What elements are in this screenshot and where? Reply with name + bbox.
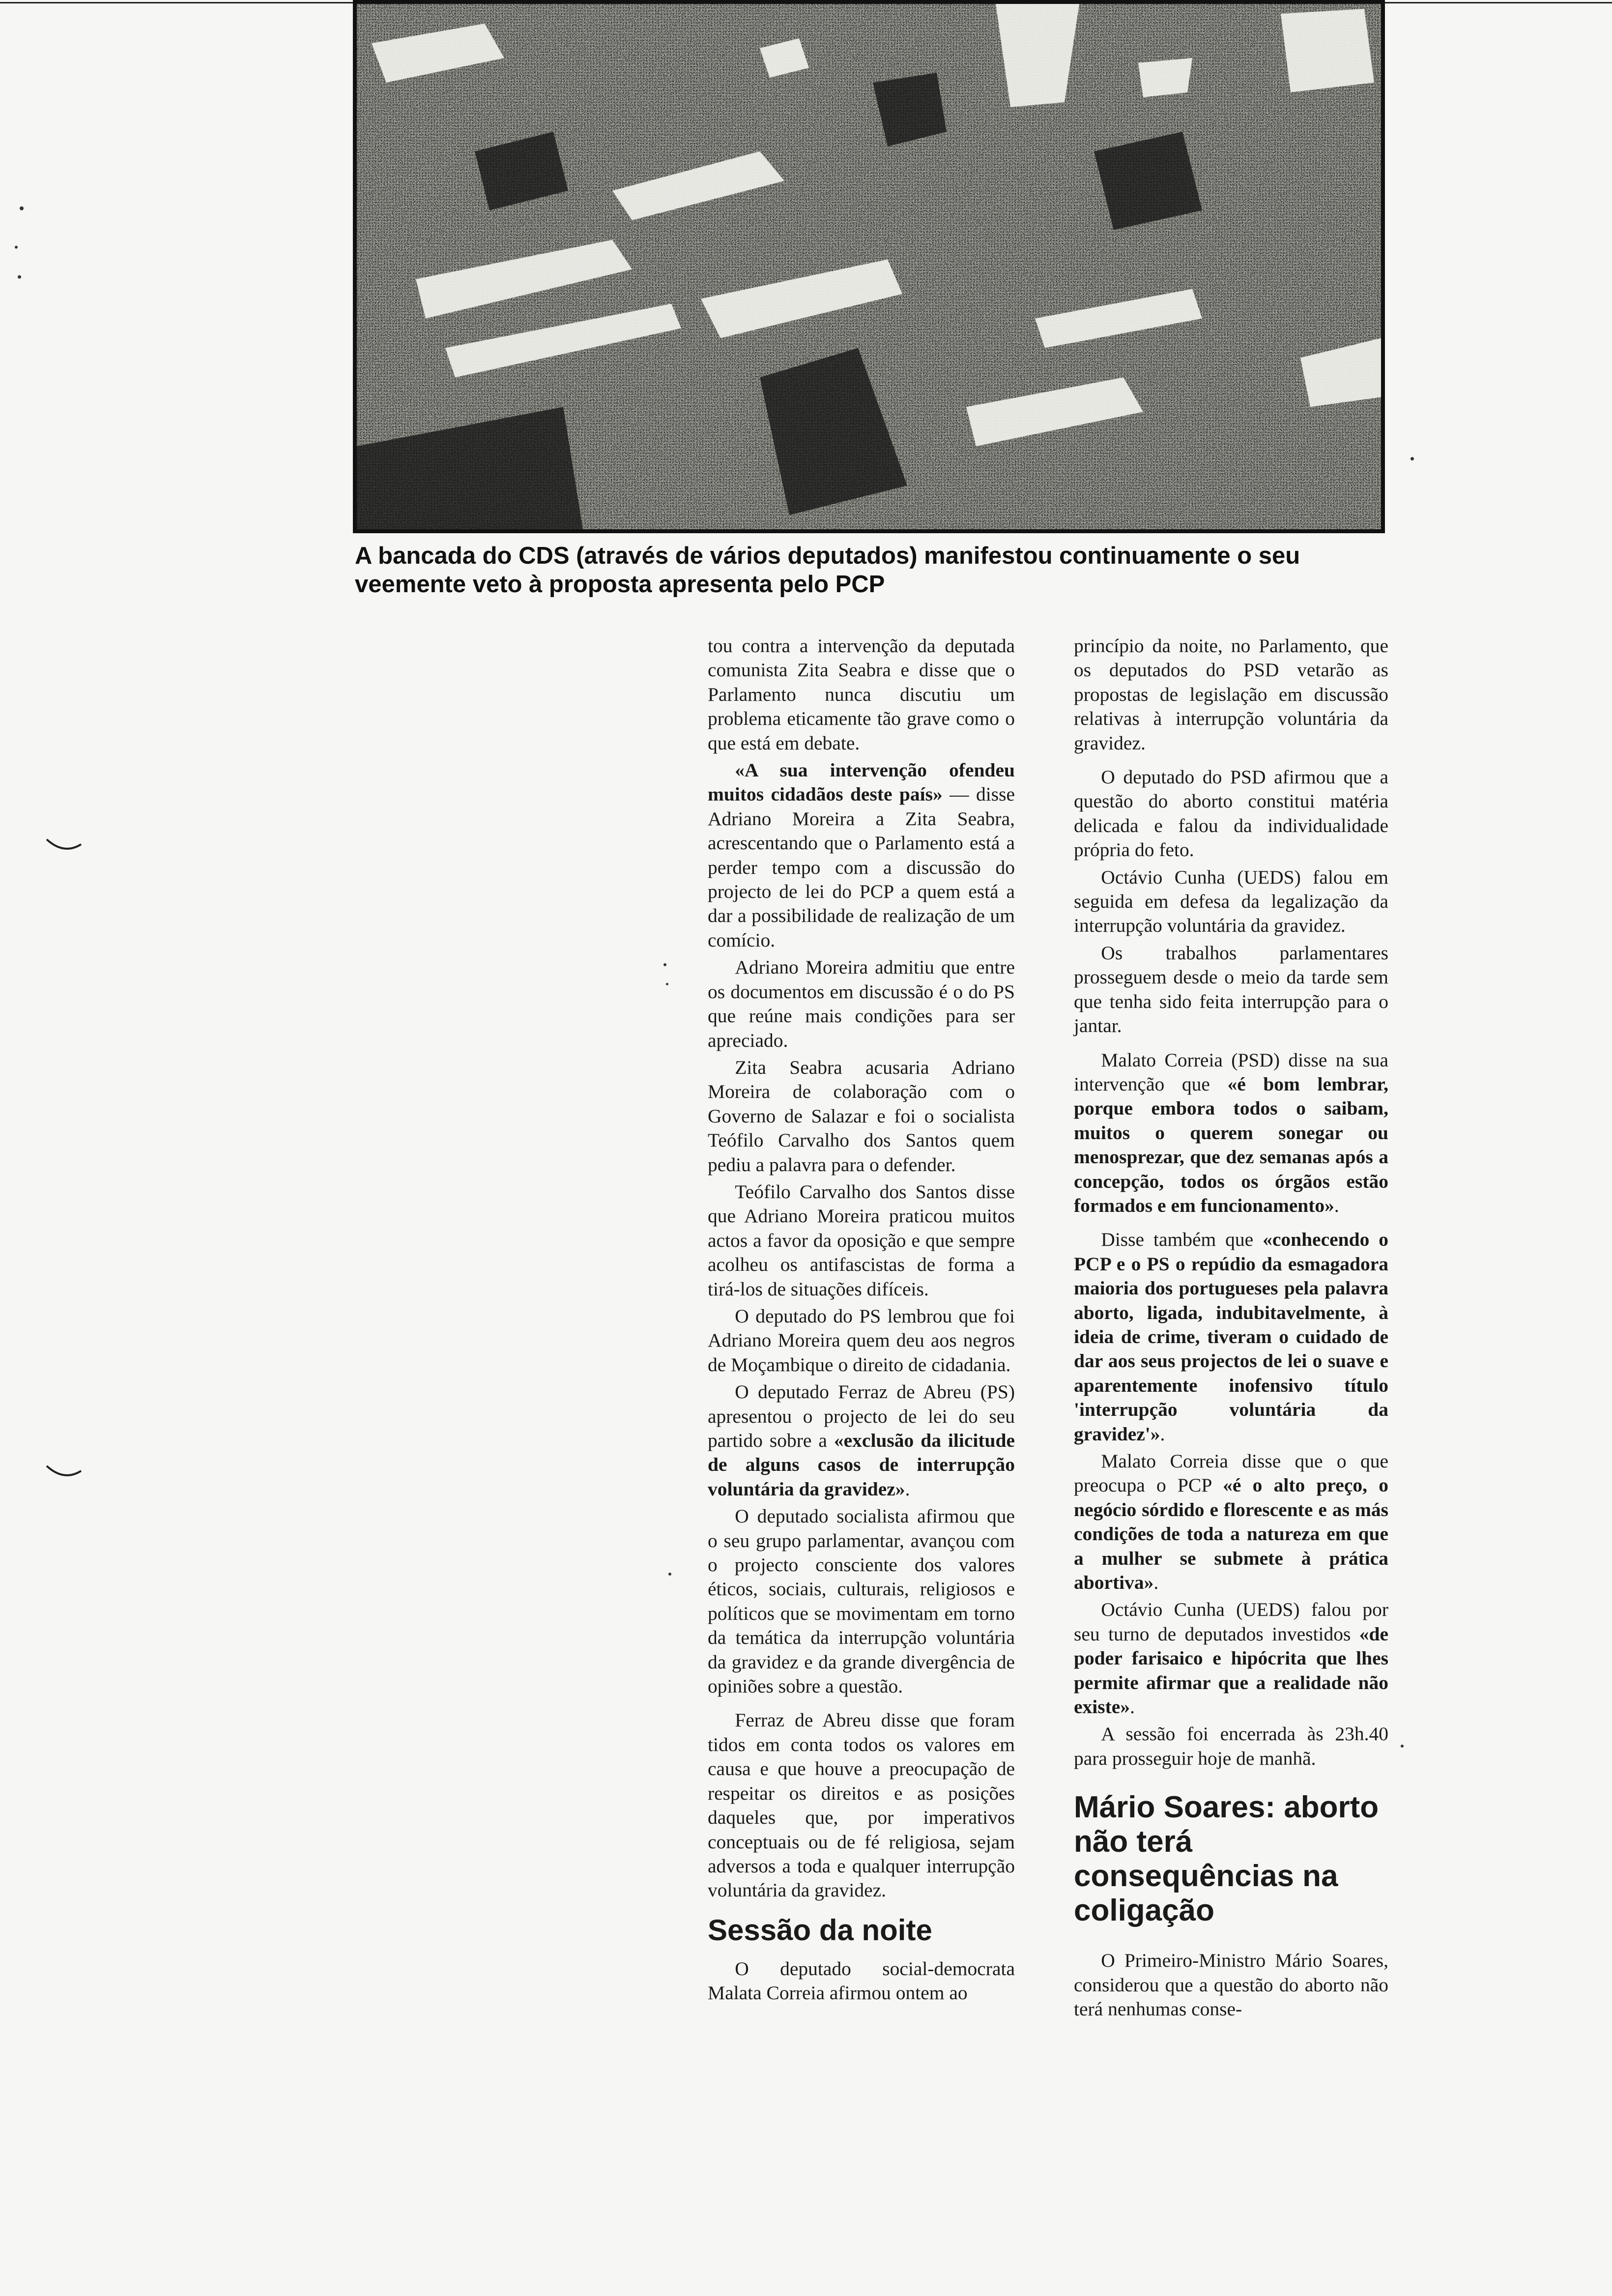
paragraph-text: . [1160,1423,1165,1445]
paragraph: Adriano Moreira admitiu que entre os documentos em discussão é o do PS que reúne mais condições para ser apreciado. [708,956,1015,1051]
bold-quote: «é o alto preço, o negócio sórdido e florescente e as más condições de toda a natureza em que a mulher se submete à prática abortiva» [1074,1474,1388,1594]
paragraph-text: . [1130,1696,1135,1718]
article-column-2 [1074,634,1388,2022]
paragraph-text: O deputado Ferraz de Abreu (PS) apresentou o projecto de lei do seu partido sobre a [708,1381,1015,1451]
scan-speck [668,1573,671,1576]
paragraph: O Primeiro-Ministro Mário Soares, considerou que a questão do aborto não terá nenhumas conse- [1074,1950,1388,2020]
paragraph: O deputado social-democrata Malata Correia afirmou ontem ao [708,1957,1015,2004]
section-subheading: Sessão da noite [708,1913,932,1947]
box-headline: Mário Soares: aborto não terá consequências na coligação [1074,1790,1379,1928]
paragraph-text: — disse Adriano Moreira a Zita Seabra, acrescentando que o Parlamento está a perder tempo com a discussão do projecto de lei do PCP a quem está a dar a possibilidade de realização de um comício. [708,783,1015,951]
paragraph-text: Malato Correia (PSD) disse na sua intervenção que [1074,1049,1388,1095]
paragraph-text: . [1153,1572,1159,1594]
paragraph: Os trabalhos parlamentares prosseguem desde o meio da tarde sem que tenha sido feita interrupção para o jantar. [1074,942,1388,1037]
scan-speck [1401,1745,1404,1748]
news-photo [353,0,1385,533]
paragraph: princípio da noite, no Parlamento, que os deputados do PSD vetarão as propostas de legislação em discussão relativas à interrupção voluntária da gravidez. [1074,635,1388,754]
paragraph-text: Disse também que [1101,1229,1263,1251]
scan-speck [20,206,24,210]
paragraph: O deputado do PS lembrou que foi Adriano Moreira quem deu aos negros de Moçambique o direito de cidadania. [708,1305,1015,1376]
paragraph-text: . [905,1478,910,1500]
article-column-1 [708,634,1015,2006]
punch-hole-mark [44,1462,84,1482]
paragraph-text: . [1334,1194,1339,1216]
paragraph [1074,1228,1388,1446]
paragraph: tou contra a intervenção da deputada comunista Zita Seabra e disse que o Parlamento nunca discutiu um problema eticamente tão grave como o que está em debate. [708,635,1015,754]
bold-quote: «conhecendo o PCP e o PS o repúdio da esmagadora maioria dos portugueses pela palavra aborto, ligada, indubitavelmente, à ideia de crime, tiveram o cuidado de dar aos seus projectos de lei o suave e aparentemente inofensivo título 'interrupção voluntária da gravidez'» [1074,1229,1389,1445]
paragraph: O deputado do PSD afirmou que a questão do aborto constitui matéria delicada e falou da individualidade própria do feto. [1074,766,1388,861]
paragraph: Ferraz de Abreu disse que foram tidos em conta todos os valores em causa e que houve a preocupação de respeitar os direitos e as posições daqueles que, por imperativos conceptuais ou de fé religiosa, sejam adversos a toda e qualquer interrupção voluntária da gravidez. [708,1709,1015,1901]
paragraph [708,1380,1015,1501]
paragraph-text: Octávio Cunha (UEDS) falou por seu turno de deputados investidos [1074,1599,1388,1645]
paragraph [708,758,1015,952]
paragraph: A sessão foi encerrada às 23h.40 para prosseguir hoje de manhã. [1074,1723,1388,1769]
paragraph: Octávio Cunha (UEDS) falou em seguida em defesa da legalização da interrupção voluntária da gravidez. [1074,866,1388,937]
paragraph: Zita Seabra acusaria Adriano Moreira de colaboração com o Governo de Salazar e foi o socialista Teófilo Carvalho dos Santos quem pediu a palavra para o defender. [708,1056,1015,1176]
paragraph: Teófilo Carvalho dos Santos disse que Adriano Moreira praticou muitos actos a favor da oposição e que sempre acolheu os antifascistas de forma a tirá-los de situações difíceis. [708,1180,1015,1300]
paragraph-text: Malato Correia disse que o que preocupa o PCP [1074,1450,1388,1496]
paragraph [1074,1048,1388,1218]
bold-quote: «é bom lembrar, porque embora todos o saibam, muitos o querem sonegar ou menosprezar, que dez semanas após a concepção, todos os órgãos estão formados e em funcionamento» [1074,1073,1388,1216]
bold-quote: «de poder farisaico e hipócrita que lhes permite afirmar que a realidade não existe» [1074,1623,1388,1718]
bold-quote: «A sua intervenção ofendeu muitos cidadãos deste país» [708,759,1015,805]
bold-quote: «exclusão da ilicitude de alguns casos de interrupção voluntária da gravidez» [708,1430,1015,1500]
paragraph: O deputado socialista afirmou que o seu grupo parlamentar, avançou com o projecto consciente dos valores éticos, sociais, culturais, religiosos e políticos que se movimentam em torno da temática da interrupção voluntária da gravidez e da grande divergência de opiniões sobre a questão. [708,1505,1015,1697]
paragraph [1074,1449,1388,1595]
scan-speck [18,275,21,279]
scan-speck [1410,457,1414,460]
scan-speck [666,983,668,985]
scan-speck [15,246,18,249]
punch-hole-mark [44,835,84,855]
paragraph [1074,1598,1388,1719]
scan-speck [663,963,666,966]
photo-caption: A bancada do CDS (através de vários deputados) manifestou continuamente o seu veemente veto à proposta apresenta pelo PCP [355,543,1300,598]
